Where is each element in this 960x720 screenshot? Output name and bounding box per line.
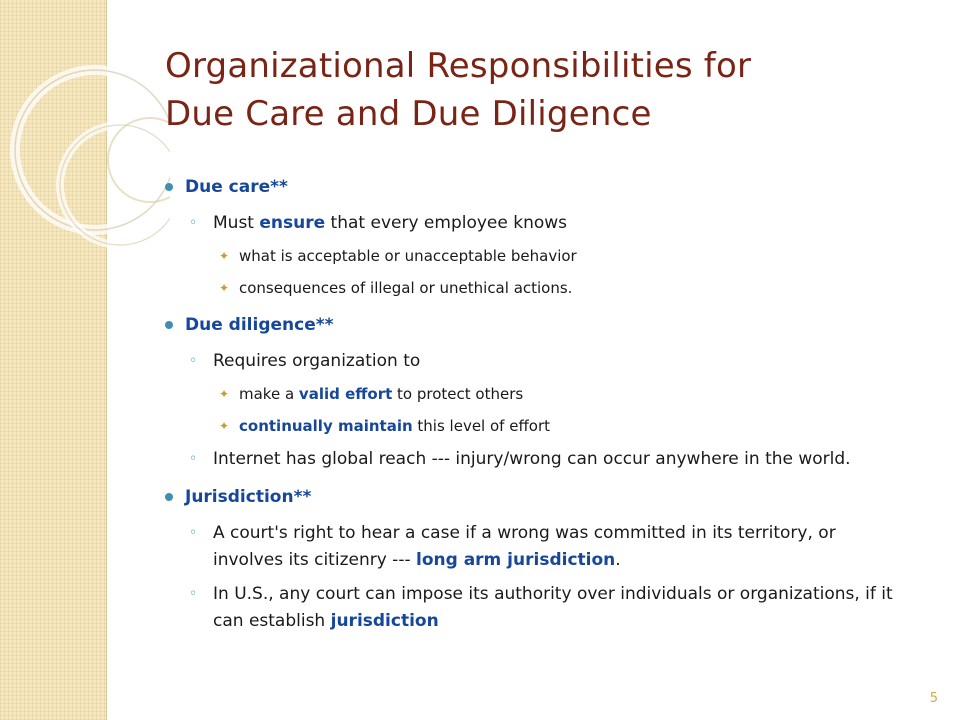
heading-due-care: Due care** bbox=[185, 177, 288, 197]
ring-bullet-icon: ◦ bbox=[189, 215, 198, 231]
sub-bullet-court-right bbox=[165, 520, 910, 574]
star-bullet-icon: ✦ bbox=[219, 419, 230, 433]
ring-bullet-icon: ◦ bbox=[189, 353, 198, 369]
highlight-valid-effort: valid effort bbox=[298, 385, 393, 403]
sub-bullet-must-ensure bbox=[165, 210, 910, 237]
slide-title-line-1: Organizational Responsibilities for bbox=[165, 46, 752, 86]
heading-due-diligence: Due diligence** bbox=[185, 315, 334, 335]
bullet-due-diligence bbox=[165, 312, 910, 338]
bullet-dot-icon bbox=[165, 493, 173, 501]
highlight-jurisdiction: jurisdiction bbox=[330, 611, 439, 631]
text-court-right: A court's right to hear a case if a wrong was committed in its territory, or involves its citizenry --- bbox=[213, 523, 836, 570]
heading-jurisdiction: Jurisdiction** bbox=[185, 487, 312, 507]
slide-body bbox=[165, 174, 910, 642]
sub-bullet-requires-organization bbox=[165, 348, 910, 375]
detail-valid-effort bbox=[165, 382, 910, 406]
text-acceptable-behavior: what is acceptable or unacceptable behavior bbox=[239, 247, 577, 265]
sub-bullet-internet-reach bbox=[165, 446, 910, 473]
text-must: Must bbox=[213, 213, 260, 233]
highlight-continually-maintain: continually maintain bbox=[239, 417, 413, 435]
detail-acceptable-behavior bbox=[165, 244, 910, 268]
bullet-dot-icon bbox=[165, 321, 173, 329]
text-period: . bbox=[615, 550, 621, 570]
slide-title bbox=[165, 42, 925, 138]
ring-bullet-icon: ◦ bbox=[189, 525, 198, 541]
decorative-side-strip bbox=[0, 0, 107, 720]
detail-continually-maintain bbox=[165, 414, 910, 438]
text-make-a: make a bbox=[239, 385, 299, 403]
star-bullet-icon: ✦ bbox=[219, 387, 230, 401]
sub-bullet-us-court bbox=[165, 581, 910, 635]
detail-consequences bbox=[165, 276, 910, 300]
text-consequences: consequences of illegal or unethical actions. bbox=[239, 279, 573, 297]
text-level-of-effort: this level of effort bbox=[412, 417, 550, 435]
text-protect-others: to protect others bbox=[392, 385, 524, 403]
bullet-dot-icon bbox=[165, 183, 173, 191]
text-every-employee: that every employee knows bbox=[325, 213, 568, 233]
highlight-ensure: ensure bbox=[259, 213, 326, 233]
star-bullet-icon: ✦ bbox=[219, 249, 230, 263]
text-internet-reach: Internet has global reach --- injury/wrong can occur anywhere in the world. bbox=[213, 449, 851, 469]
ring-bullet-icon: ◦ bbox=[189, 586, 198, 602]
bullet-jurisdiction bbox=[165, 484, 910, 510]
bullet-due-care bbox=[165, 174, 910, 200]
text-requires-organization: Requires organization to bbox=[213, 351, 421, 371]
highlight-long-arm-jurisdiction: long arm jurisdiction bbox=[416, 550, 616, 570]
page-number: 5 bbox=[929, 691, 938, 706]
slide-title-line-2: Due Care and Due Diligence bbox=[165, 94, 652, 134]
star-bullet-icon: ✦ bbox=[219, 281, 230, 295]
text-us-court: In U.S., any court can impose its authority over individuals or organizations, if it can establish bbox=[213, 584, 893, 631]
ring-bullet-icon: ◦ bbox=[189, 451, 198, 467]
